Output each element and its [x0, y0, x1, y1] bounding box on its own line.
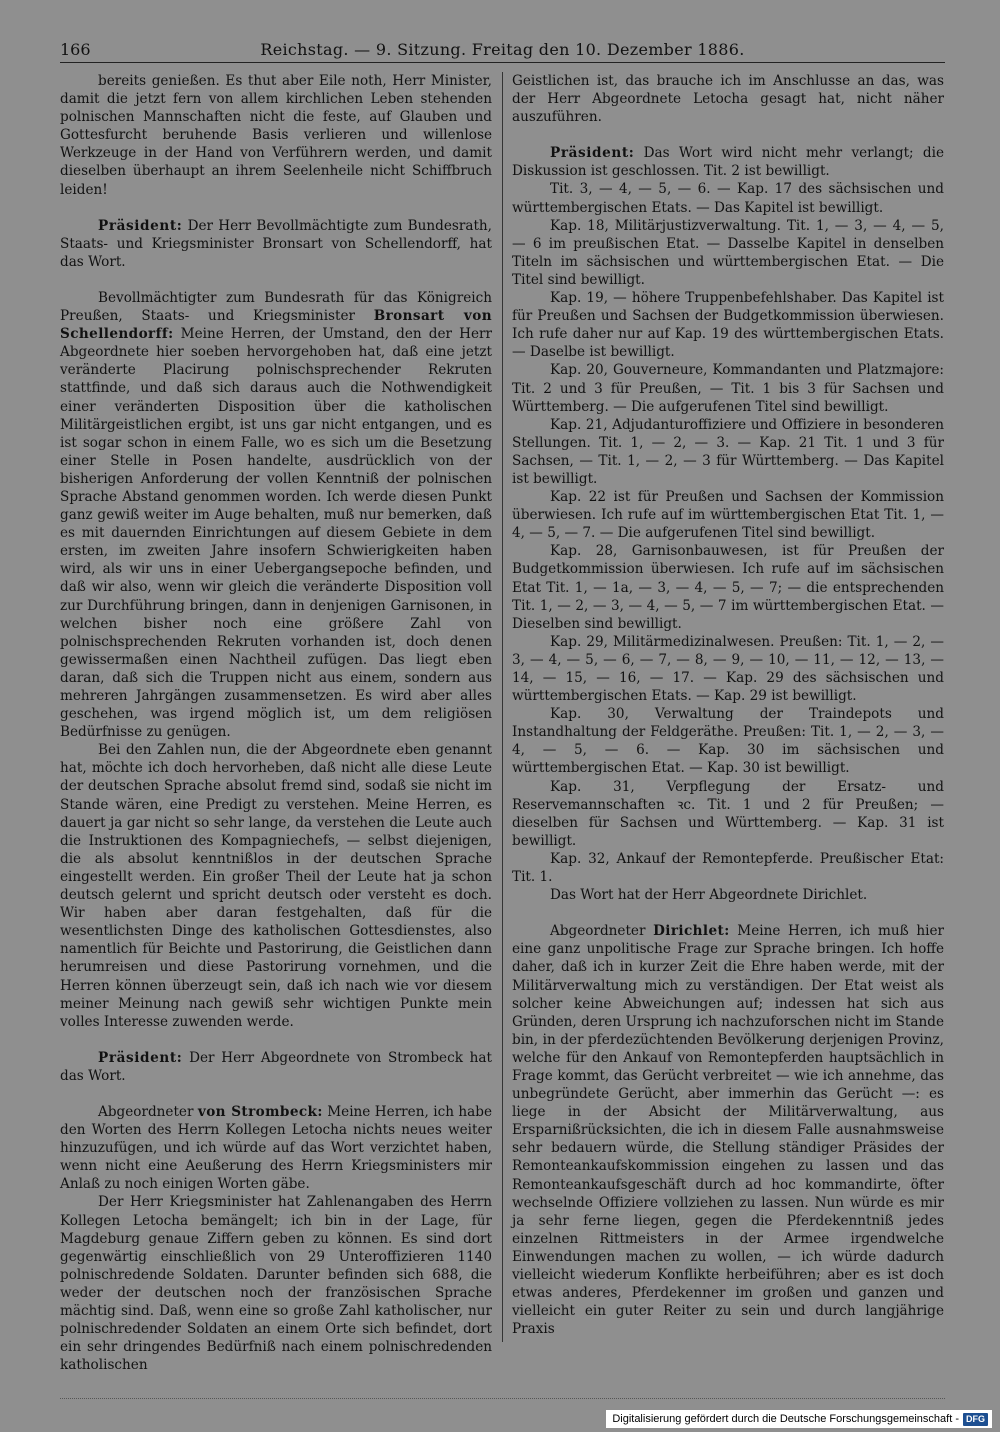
- paragraph: [512, 886, 944, 904]
- speaker-name: von Strombeck:: [197, 1103, 323, 1120]
- paragraph: [512, 72, 944, 126]
- paragraph: [60, 1103, 492, 1193]
- speaker-role: Abgeordneter: [550, 923, 654, 940]
- paragraph-text: Kap. 30, Verwaltung der Traindepots und Instandhaltung der Feldgeräthe. Preußen: Tit. 1, — 2, — 3, — 4, — 5, — 6. — Kap. 30 im sächsischen und württembergischen Etat. — Kap. 30 ist bewilligt.: [512, 706, 944, 777]
- paragraph-text: Meine Herren, der Umstand, den der Herr Abgeordnete hier soeben hervorgehoben hat, daß eine jetzt veränderte Placirung polnischsprechender Rekruten stattfinde, und daß sich daraus auch die Nothwendigkeit einer veränderten Disposition über die katholischen Militärgeistlichen ergibt, ist uns gar nicht entgangen, und es ist sogar schon in einem Falle, wo es sich um die Besetzung einer Stelle in Posen handelte, ausdrücklich von der bisherigen Anforderung der vollen Kenntniß der polnischen Sprache Abstand genommen worden. Ich werde diesen Punkt ganz gewiß weiter im Auge behalten, muß nur bemerken, daß es mit dauernden Einrichtungen auf diesem Gebiete in dem ersten, im zweiten Jahre insofern Schwierigkeiten haben wird, als wir uns in einer Uebergangsepoche befinden, und daß wir also, wenn wir gleich die veränderte Disposition voll zur Durchführung bringen, dann in denjenigen Garnisonen, in welchen bisher noch eine größere Zahl von polnischsprechenden Rekruten vorhanden ist, doch denen gewissermaßen einen Nachtheil zufügen. Das liegt eben daran, daß sich die Truppen nicht aus einem, sondern aus mehreren Jahrgängen zusammensetzen. Es wird aber alles geschehen, was irgend möglich ist, um dem religiösen Bedürfnisse zu genügen.: [60, 326, 492, 741]
- speaker-label: Präsident:: [98, 217, 183, 234]
- paragraph-text: Tit. 3, — 4, — 5, — 6. — Kap. 17 des sächsischen und württembergischen Etats. — Das Kapitel ist bewilligt.: [512, 181, 944, 216]
- speaker-label: Präsident:: [98, 1049, 183, 1066]
- paragraph-text: Das Wort hat der Herr Abgeordnete Dirichlet.: [550, 887, 868, 904]
- speaker-name: Dirichlet:: [653, 923, 730, 940]
- speaker-role: Abgeordneter: [98, 1103, 198, 1120]
- paragraph: [512, 850, 944, 886]
- paragraph: [512, 488, 944, 542]
- paragraph: [512, 922, 944, 1338]
- paragraph-text: Kap. 28, Garnisonbauwesen, ist für Preußen der Budgetkommission überwiesen. Ich rufe auf im sächsischen Etat Tit. 1, — 1a, — 3, — 4, — 5, — 7; — die entsprechenden Tit. 1, — 2, — 3, — 4, — 5, — 7 im württembergischen Etat. — Dieselben sind bewilligt.: [512, 543, 944, 632]
- paragraph-text: Bei den Zahlen nun, die der Abgeordnete eben genannt hat, möchte ich doch hervorheben, daß nicht alle diese Leute der deutschen Sprache absolut fremd sind, sodaß sie nicht im Stande wären, eine Predigt zu verstehen. Meine Herren, es dauert ja gar nicht so sehr lange, da verstehen die Leute auch die Instruktionen des Kompagniechefs, — selbst diejenigen, die als absolut kenntnißlos in der deutschen Sprache eingestellt werden. Ein großer Theil der Leute hat ja schon deutsch gelernt und spricht deutsch oder versteht es doch. Wir haben aber daran festgehalten, daß für die wesentlichsten Dinge des katholischen Gottesdienstes, also namentlich für Beichte und Pastorirung, die Geistlichen dann herumreisen und diese Pastorirung vornehmen, und die Herren können überzeugt sein, daß ich nach wie vor diesem meiner Meinung nach gewiß sehr wichtigen Punkte mein volles Interesse zuwenden werde.: [60, 742, 492, 1030]
- paragraph-text: Meine Herren, ich habe den Worten des Herrn Kollegen Letocha nichts neues weiter hinzuzufügen, und ich würde auf das Wort verzichtet haben, wenn nicht eine Aeußerung des Herrn Kriegsministers mir Anlaß zu noch einigen Worten gäbe.: [60, 1103, 493, 1193]
- paragraph: [60, 217, 492, 271]
- paragraph: [60, 1049, 492, 1085]
- paragraph: [512, 217, 944, 289]
- paragraph: [60, 741, 492, 1031]
- paragraph: [60, 72, 492, 199]
- paragraph-text: Kap. 21, Adjudanturoffiziere und Offiziere in besonderen Stellungen. Tit. 1, — 2, — 3. — Kap. 21 Tit. 1 und 3 für Sachsen, — Tit. 1, — 2, — 3 für Württemberg. — Das Kapitel ist bewilligt.: [512, 416, 944, 487]
- paragraph: [60, 1193, 492, 1374]
- paragraph: [60, 289, 492, 741]
- paragraph: [512, 416, 944, 488]
- paragraph-text: Kap. 20, Gouverneure, Kommandanten und Platzmajore: Tit. 2 und 3 für Preußen, — Tit. 1 bis 3 für Sachsen und Württemberg. — Die aufgerufenen Titel sind bewilligt.: [512, 362, 944, 415]
- speaker-label: Präsident:: [550, 145, 635, 162]
- paragraph-text: Kap. 32, Ankauf der Remontepferde. Preußischer Etat: Tit. 1.: [512, 850, 944, 886]
- paragraph: [512, 180, 944, 216]
- paragraph: [512, 144, 944, 180]
- paragraph-text: Kap. 22 ist für Preußen und Sachsen der Kommission überwiesen. Ich rufe auf im württembergischen Etat Tit. 1, — 4, — 5, — 7. — Die aufgerufenen Titel sind bewilligt.: [512, 489, 944, 542]
- paragraph-text: Das Wort wird nicht mehr verlangt; die Diskussion ist geschlossen. Tit. 2 ist bewilligt.: [512, 145, 944, 180]
- digitization-credit: [606, 1410, 992, 1428]
- left-column: [60, 72, 493, 1374]
- paragraph-text: Kap. 29, Militärmedizinalwesen. Preußen: Tit. 1, — 2, — 3, — 4, — 5, — 6, — 7, — 8, — 9, — 10, — 11, — 12, — 13, — 14, — 15, — 16, — 17. — Kap. 29 des sächsischen und württembergischen Etats. — Kap. 29 ist bewilligt.: [512, 633, 944, 705]
- page-header: [60, 38, 945, 63]
- column-divider: [502, 72, 503, 1342]
- right-column: [512, 72, 944, 1347]
- speaker-name: Bronsart von Schellendorff:: [60, 308, 492, 343]
- paragraph-text: Kap. 31, Verpflegung der Ersatz- und Reservemannschaften ꝛc. Tit. 1 und 2 für Preußen; — dieselben für Sachsen und Württemberg. — Kap. 31 ist bewilligt.: [512, 778, 944, 849]
- running-title: Reichstag. — 9. Sitzung. Freitag den 10. Dezember 1886.: [260, 40, 745, 59]
- footer-rule: [60, 1398, 945, 1401]
- page-number: 166: [60, 40, 91, 59]
- paragraph: [512, 705, 944, 777]
- paragraph: [512, 633, 944, 705]
- paragraph-text: Der Herr Kriegsminister hat Zahlenangaben des Herrn Kollegen Letocha bemängelt; ich bin in der Lage, für Magdeburg genaue Ziffern geben zu können. Es sind dort gegenwärtig einschließlich von 29 Unteroffizieren 1140 polnischredende Soldaten. Darunter befinden sich 688, die weder der deutschen noch der französischen Sprache mächtig sind. Daß, wenn eine so große Zahl katholischer, nur polnischredender Soldaten an einem Orte sich befindet, dort ein sehr dringendes Bedürfniß nach einem polnischredenden katholischen: [60, 1194, 492, 1374]
- paragraph-text: Meine Herren, ich muß hier eine ganz unpolitische Frage zur Sprache bringen. Ich hoffe daher, daß ich in kurzer Zeit die Ehre haben werde, mit der Militärverwaltung mich zu verständigen. Der Etat weist als solcher keine Abweichungen auf; indessen hat sich aus Gründen, deren Ursprung ich nachzuforschen nicht im Stande bin, in der pferdezüchtenden Bevölkerung derjenigen Provinz, welche für den Ankauf von Remontepferden hauptsächlich in Frage kommt, das Gerücht verbreitet — wie ich annehme, das unbegründete Gerücht, aber immerhin das Gerücht —: es liege in der Absicht der Militärverwaltung, aus Ersparnißrücksichten, die ich in diesem Falle ausnahmsweise sehr bedauern würde, die Stellung ständiger Präsides der Remonteankaufskommission eingehen zu lassen und das Remonteankaufsgeschäft durch ad hoc kommandirte, öfter wechselnde Offiziere vollziehen zu lassen. Nun würde es mir ja sehr ferne liegen, gegen die Pferdekenntniß jedes einzelnen Rittmeisters in der Armee irgendwelche Einwendungen machen zu wollen, — ich würde dadurch vielleicht wiederum Konflikte herbeiführen; aber es ist doch etwas anderes, Pferdekenner im großen und ganzen und vielleicht ein guter Reiter zu sein und durch langjährige Praxis: [512, 923, 944, 1338]
- paragraph-text: Kap. 18, Militärjustizverwaltung. Tit. 1, — 3, — 4, — 5, — 6 im preußischen Etat. — Dasselbe Kapitel in denselben Titeln im sächsischen und württembergischen Etat. — Die Titel sind bewilligt.: [512, 217, 944, 288]
- paragraph-text: Geistlichen ist, das brauche ich im Anschlusse an das, was der Herr Abgeordnete Letocha gesagt hat, nicht näher auszuführen.: [512, 73, 944, 126]
- credit-text: Digitalisierung gefördert durch die Deutsche Forschungsgemeinschaft -: [612, 1413, 959, 1425]
- dfg-logo: DFG: [963, 1413, 988, 1426]
- paragraph-text: Der Herr Bevollmächtigte zum Bundesrath, Staats- und Kriegsminister Bronsart von Schellendorff, hat das Wort.: [60, 217, 492, 270]
- paragraph: [512, 361, 944, 415]
- paragraph-text: Der Herr Abgeordnete von Strombeck hat das Wort.: [60, 1049, 492, 1084]
- paragraph-text: bereits genießen. Es thut aber Eile noth, Herr Minister, damit die jetzt fern von allem kirchlichen Leben stehenden polnischen Mannschaften nicht die feste, auf Glauben und Gottesfurcht beruhende Basis verlieren und willenlose Werkzeuge in der Hand von Verführern werden, und damit dieselben überhaupt an ihrem Seelenheile nicht Schiffbruch leiden!: [60, 73, 492, 198]
- paragraph: [512, 542, 944, 632]
- paragraph: [512, 778, 944, 850]
- paragraph: [512, 289, 944, 361]
- paragraph-text: Kap. 19, — höhere Truppenbefehlshaber. Das Kapitel ist für Preußen und Sachsen der Budgetkommission überwiesen. Ich rufe daher nur auf Kap. 19 des württembergischen Etats. — Daselbe ist bewilligt.: [512, 290, 944, 361]
- speaker-role: Bevollmächtigter zum Bundesrath für das Königreich Preußen, Staats- und Kriegsminister: [60, 289, 492, 325]
